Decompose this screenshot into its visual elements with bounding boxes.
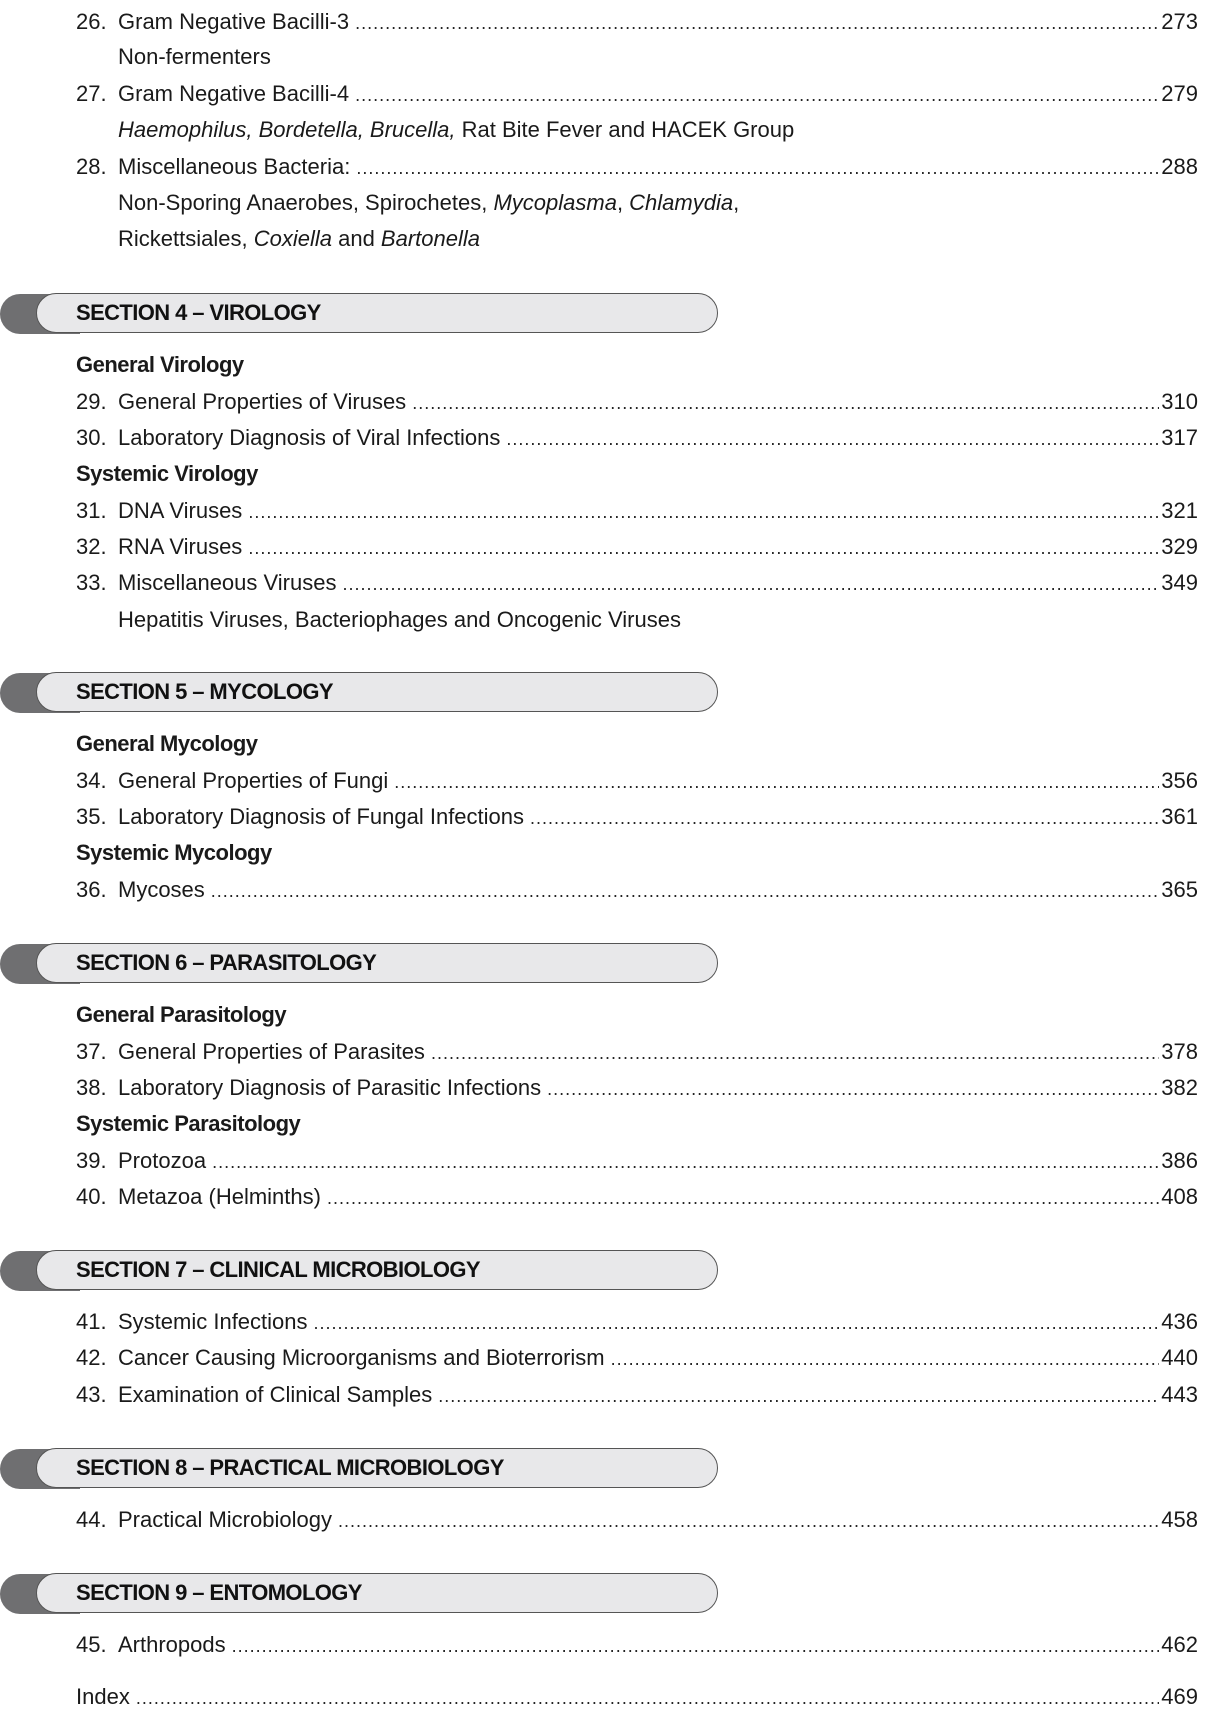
toc-entry-31[interactable] (76, 496, 1198, 526)
group-heading: General Parasitology (76, 1002, 287, 1027)
subtitle-text: Non-Sporing Anaerobes, Spirochetes, (118, 190, 494, 215)
dot-leader (338, 1506, 1159, 1536)
toc-entry-38[interactable] (76, 1073, 1198, 1103)
toc-entry-30[interactable] (76, 423, 1198, 453)
section-banner-4 (0, 293, 720, 335)
section-title: SECTION 8 – PRACTICAL MICROBIOLOGY (76, 1455, 504, 1480)
entry-title: Cancer Causing Microorganisms and Bioterrorism (118, 1345, 605, 1370)
dot-leader (431, 1038, 1159, 1068)
entry-subtitle (118, 188, 739, 218)
group-heading: Systemic Parasitology (76, 1111, 301, 1136)
entry-number: 27. (76, 81, 107, 106)
entry-title: Laboratory Diagnosis of Parasitic Infections (118, 1075, 542, 1100)
dot-leader (211, 876, 1159, 906)
section-title: SECTION 9 – ENTOMOLOGY (76, 1580, 362, 1605)
toc-entry-45[interactable] (76, 1630, 1198, 1660)
entry-number: 36. (76, 877, 107, 902)
toc-entry-44[interactable] (76, 1505, 1198, 1535)
entry-title: Metazoa (Helminths) (118, 1184, 321, 1209)
entry-title: Gram Negative Bacilli-4 (118, 81, 350, 106)
entry-page: 310 (1161, 389, 1198, 414)
dot-leader (248, 533, 1159, 563)
entry-number: 33. (76, 570, 107, 595)
entry-number: 43. (76, 1382, 107, 1407)
dot-leader (212, 1147, 1159, 1177)
section-banner-5 (0, 672, 720, 714)
section-banner-6 (0, 943, 720, 985)
toc-entry-28[interactable] (76, 152, 1198, 182)
group-heading: Systemic Mycology (76, 840, 272, 865)
entry-title: Laboratory Diagnosis of Fungal Infections (118, 804, 525, 829)
subtitle-text: Rat Bite Fever and HACEK Group (455, 117, 795, 142)
entry-number: 28. (76, 154, 107, 179)
group-heading: General Mycology (76, 731, 258, 756)
subtitle-text: , (733, 190, 740, 215)
entry-number: 38. (76, 1075, 107, 1100)
entry-number: 26. (76, 9, 107, 34)
dot-leader (355, 80, 1159, 110)
dot-leader (412, 388, 1159, 418)
entry-page: 288 (1161, 154, 1198, 179)
entry-number: 40. (76, 1184, 107, 1209)
dot-leader (611, 1344, 1160, 1374)
italic-genus: Bartonella (380, 226, 480, 251)
entry-title: Arthropods (118, 1632, 226, 1657)
entry-title: Laboratory Diagnosis of Viral Infections (118, 425, 501, 450)
entry-number: 34. (76, 768, 107, 793)
entry-title: RNA Viruses (118, 534, 243, 559)
entry-number: 35. (76, 804, 107, 829)
subtitle-text: and (331, 226, 381, 251)
toc-entry-42[interactable] (76, 1343, 1198, 1373)
entry-number: 39. (76, 1148, 107, 1173)
entry-subtitle: Non-fermenters (118, 44, 271, 69)
toc-entry-27[interactable] (76, 79, 1198, 109)
toc-entry-41[interactable] (76, 1307, 1198, 1337)
entry-page: 356 (1161, 768, 1198, 793)
section-banner-8 (0, 1448, 720, 1490)
entry-number: 37. (76, 1039, 107, 1064)
entry-page: 378 (1161, 1039, 1198, 1064)
toc-entry-33[interactable] (76, 568, 1198, 598)
entry-page: 321 (1161, 498, 1198, 523)
entry-title: Gram Negative Bacilli-3 (118, 9, 350, 34)
entry-page: 462 (1161, 1632, 1198, 1657)
entry-title: Miscellaneous Viruses (118, 570, 337, 595)
section-title: SECTION 6 – PARASITOLOGY (76, 950, 377, 975)
dot-leader (248, 497, 1159, 527)
entry-number: 41. (76, 1309, 107, 1334)
toc-entry-36[interactable] (76, 875, 1198, 905)
entry-number: 45. (76, 1632, 107, 1657)
entry-page: 361 (1161, 804, 1198, 829)
subtitle-text: , (616, 190, 630, 215)
dot-leader (327, 1183, 1159, 1213)
entry-page: 443 (1161, 1382, 1198, 1407)
entry-title: DNA Viruses (118, 498, 243, 523)
entry-number: 32. (76, 534, 107, 559)
group-heading: Systemic Virology (76, 461, 258, 486)
entry-page: 386 (1161, 1148, 1198, 1173)
entry-page: 440 (1161, 1345, 1198, 1370)
entry-number: 30. (76, 425, 107, 450)
toc-entry-35[interactable] (76, 802, 1198, 832)
entry-title: Examination of Clinical Samples (118, 1382, 433, 1407)
toc-entry-43[interactable] (76, 1380, 1198, 1410)
dot-leader (547, 1074, 1159, 1104)
entry-title: Practical Microbiology (118, 1507, 332, 1532)
dot-leader (506, 424, 1159, 454)
entry-subtitle (118, 224, 480, 254)
dot-leader (232, 1631, 1160, 1661)
toc-entry-29[interactable] (76, 387, 1198, 417)
entry-subtitle: Hepatitis Viruses, Bacteriophages and Oncogenic Viruses (118, 607, 681, 632)
dot-leader (355, 8, 1159, 38)
entry-page: 365 (1161, 877, 1198, 902)
toc-entry-37[interactable] (76, 1037, 1198, 1067)
entry-page: 349 (1161, 570, 1198, 595)
section-banner-9 (0, 1573, 720, 1615)
section-title: SECTION 5 – MYCOLOGY (76, 679, 333, 704)
entry-number: 31. (76, 498, 107, 523)
entry-page: 458 (1161, 1507, 1198, 1532)
entry-page: 273 (1161, 9, 1198, 34)
entry-page: 408 (1161, 1184, 1198, 1209)
italic-genus: Mycoplasma (493, 190, 617, 215)
italic-genera: Haemophilus, Bordetella, Brucella, (118, 117, 456, 142)
entry-title: Miscellaneous Bacteria: (118, 154, 351, 179)
entry-title: General Properties of Parasites (118, 1039, 425, 1064)
entry-page: 469 (1161, 1684, 1198, 1709)
subtitle-text: Rickettsiales, (118, 226, 254, 251)
italic-genus: Coxiella (253, 226, 332, 251)
entry-title: General Properties of Viruses (118, 389, 407, 414)
section-title: SECTION 7 – CLINICAL MICROBIOLOGY (76, 1257, 480, 1282)
dot-leader (530, 803, 1159, 833)
entry-title: Index (76, 1684, 130, 1709)
entry-subtitle (118, 115, 794, 145)
dot-leader (136, 1683, 1159, 1713)
toc-entry-39[interactable] (76, 1146, 1198, 1176)
dot-leader (394, 767, 1159, 797)
group-heading: General Virology (76, 352, 244, 377)
toc-entry-34[interactable] (76, 766, 1198, 796)
dot-leader (314, 1308, 1160, 1338)
entry-title: Systemic Infections (118, 1309, 308, 1334)
entry-page: 317 (1161, 425, 1198, 450)
toc-entry-40[interactable] (76, 1182, 1198, 1212)
section-title: SECTION 4 – VIROLOGY (76, 300, 321, 325)
entry-page: 279 (1161, 81, 1198, 106)
section-banner-7 (0, 1250, 720, 1292)
toc-entry-26[interactable] (76, 7, 1198, 37)
entry-number: 44. (76, 1507, 107, 1532)
entry-number: 29. (76, 389, 107, 414)
entry-title: Mycoses (118, 877, 205, 902)
dot-leader (438, 1381, 1159, 1411)
dot-leader (342, 569, 1159, 599)
italic-genus: Chlamydia (629, 190, 734, 215)
entry-title: General Properties of Fungi (118, 768, 389, 793)
entry-number: 42. (76, 1345, 107, 1370)
entry-title: Protozoa (118, 1148, 207, 1173)
entry-page: 329 (1161, 534, 1198, 559)
entry-page: 436 (1161, 1309, 1198, 1334)
entry-page: 382 (1161, 1075, 1198, 1100)
toc-entry-32[interactable] (76, 532, 1198, 562)
toc-entry-index[interactable] (76, 1682, 1198, 1712)
dot-leader (356, 153, 1159, 183)
